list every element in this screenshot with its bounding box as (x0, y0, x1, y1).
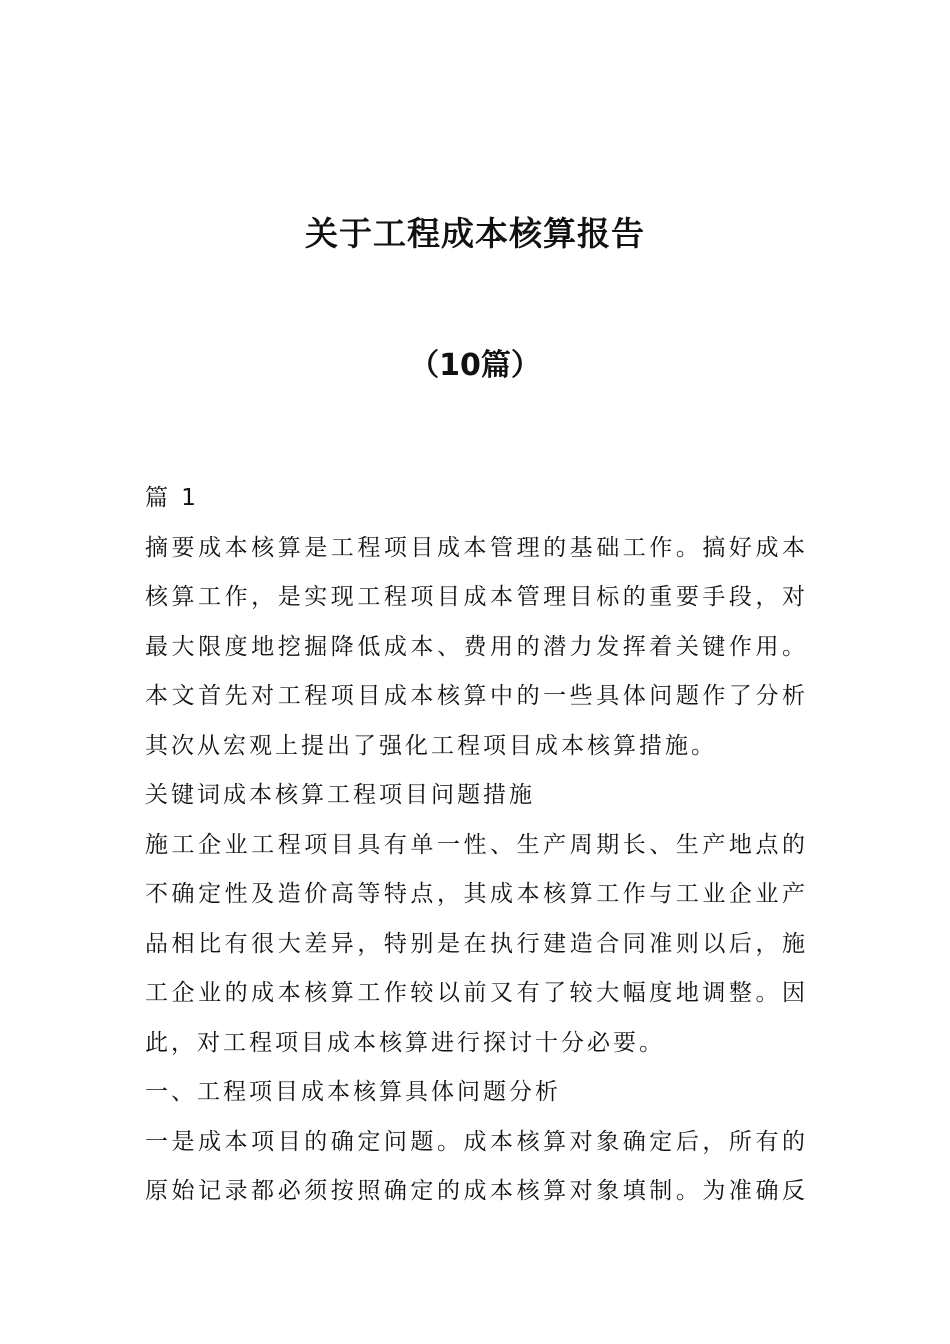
paragraph-line: 篇 1 (145, 485, 199, 511)
paragraph-line: 工企业的成本核算工作较以前又有了较大幅度地调整。因 (145, 980, 805, 1006)
paragraph-line: 原始记录都必须按照确定的成本核算对象填制。为准确反 (145, 1178, 805, 1204)
paragraph-line: 本文首先对工程项目成本核算中的一些具体问题作了分析 (145, 683, 805, 709)
document-body (145, 478, 805, 1221)
document-title: 关于工程成本核算报告 (305, 214, 645, 253)
paragraph-line: 一、工程项目成本核算具体问题分析 (145, 1079, 561, 1105)
paragraph-line: 最大限度地挖掘降低成本、费用的潜力发挥着关键作用。 (145, 633, 805, 660)
document-subtitle: （10篇） (409, 348, 541, 383)
paragraph-line: 不确定性及造价高等特点，其成本核算工作与工业企业产 (145, 881, 805, 907)
paragraph-line: 施工企业工程项目具有单一性、生产周期长、生产地点的 (145, 831, 805, 858)
paragraph-line: 品相比有很大差异，特别是在执行建造合同准则以后，施 (145, 930, 805, 957)
paragraph-line: 其次从宏观上提出了强化工程项目成本核算措施。 (145, 732, 717, 759)
paragraph-line: 一是成本项目的确定问题。成本核算对象确定后，所有的 (145, 1128, 805, 1155)
paragraph-line: 摘要成本核算是工程项目成本管理的基础工作。搞好成本 (145, 534, 805, 561)
paragraph-line: 核算工作，是实现工程项目成本管理目标的重要手段，对 (145, 584, 805, 610)
paragraph-line: 关键词成本核算工程项目问题措施 (145, 782, 535, 808)
paragraph-line: 此，对工程项目成本核算进行探讨十分必要。 (145, 1029, 665, 1056)
